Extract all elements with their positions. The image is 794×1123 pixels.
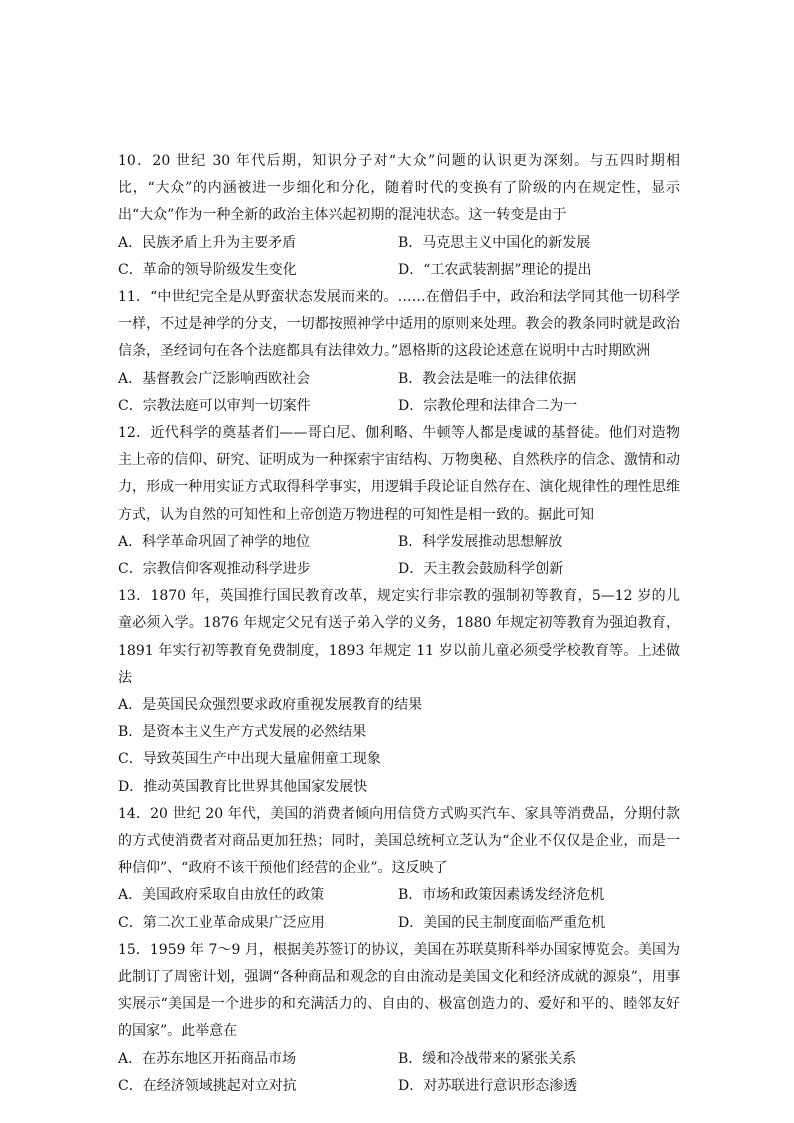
option-b: B．是资本主义生产方式发展的必然结果 <box>118 724 367 741</box>
option-b: B．市场和政策因素诱发经济危机 <box>398 887 605 904</box>
option-d: D．美国的民主制度面临严重危机 <box>398 914 606 931</box>
option-row <box>118 257 680 284</box>
option-a: A．基督教会广泛影响西欧社会 <box>118 370 311 387</box>
option-row <box>118 910 680 937</box>
option-row <box>118 692 680 719</box>
option-row <box>118 393 680 420</box>
answer-options <box>118 230 680 284</box>
answer-options <box>118 692 680 801</box>
option-b: B．马克思主义中国化的新发展 <box>398 234 591 251</box>
question-stem: 15．1959 年 7～9 月，根据美苏签订的协议，美国在苏联莫斯科举办国家博览会。美国为此制订了周密计划，强调“各种商品和观念的自由流动是美国文化和经济成就的源泉”，用事实展示“美国是一个进步的和充满活力的、自由的、极富创造力的、爱好和平的、睦邻友好的国家”。此举意在 <box>118 941 680 1040</box>
option-row <box>118 1073 680 1100</box>
option-c: C．在经济领域挑起对立对抗 <box>118 1077 297 1094</box>
option-b: B．教会法是唯一的法律依据 <box>398 370 577 387</box>
option-a: A．民族矛盾上升为主要矛盾 <box>118 234 297 251</box>
option-d: D．“工农武装割据”理论的提出 <box>398 261 592 278</box>
answer-options <box>118 366 680 420</box>
option-row <box>118 230 680 257</box>
option-a: A．是英国民众强烈要求政府重视发展教育的结果 <box>118 696 423 713</box>
option-d: D．天主教会鼓励科学创新 <box>398 560 564 577</box>
option-a: A．美国政府采取自由放任的政策 <box>118 887 325 904</box>
option-c: C．革命的领导阶级发生变化 <box>118 261 297 278</box>
option-row <box>118 882 680 909</box>
option-row <box>118 556 680 583</box>
option-row <box>118 719 680 746</box>
question-stem: 10．20 世纪 30 年代后期，知识分子对“大众”问题的认识更为深刻。与五四时期相比，“大众”的内涵被进一步细化和分化，随着时代的变换有了阶级的内在规定性，显示出“大众”作为一种全新的政治主体兴起初期的混沌状态。这一转变是由于 <box>118 153 680 224</box>
option-row <box>118 774 680 801</box>
option-row <box>118 746 680 773</box>
question-11 <box>118 284 680 420</box>
option-b: B．缓和冷战带来的紧张关系 <box>398 1050 577 1067</box>
question-10 <box>118 148 680 284</box>
question-13 <box>118 583 680 801</box>
option-c: C．宗教信仰客观推动科学进步 <box>118 560 311 577</box>
option-a: A．科学革命巩固了神学的地位 <box>118 533 311 550</box>
option-d: D．宗教伦理和法律合二为一 <box>398 397 578 414</box>
question-14 <box>118 801 680 937</box>
option-d: D．推动英国教育比世界其他国家发展快 <box>118 778 368 795</box>
question-15 <box>118 937 680 1100</box>
option-c: C．宗教法庭可以审判一切案件 <box>118 397 311 414</box>
answer-options <box>118 1046 680 1100</box>
option-row <box>118 529 680 556</box>
answer-options <box>118 529 680 583</box>
question-stem: 13．1870 年，英国推行国民教育改革，规定实行非宗教的强制初等教育，5—12 岁的儿童必须入学。1876 年规定父兄有送子弟入学的义务，1880 年规定初等教育为强迫教育，1891 年实行初等教育免费制度，1893 年规定 11 岁以前儿童必须受学校教育等。上述做法 <box>118 588 680 686</box>
answer-options <box>118 882 680 936</box>
option-a: A．在苏东地区开拓商品市场 <box>118 1050 297 1067</box>
option-row <box>118 366 680 393</box>
question-12 <box>118 420 680 583</box>
question-stem: 11．“中世纪完全是从野蛮状态发展而来的。……在僧侣手中，政治和法学同其他一切科学一样，不过是神学的分支，一切都按照神学中适用的原则来处理。教会的教条同时就是政治信条，圣经词句在各个法庭都具有法律效力。”恩格斯的这段论述意在说明中古时期欧洲 <box>118 288 680 360</box>
option-b: B．科学发展推动思想解放 <box>398 533 563 550</box>
option-c: C．第二次工业革命成果广泛应用 <box>118 914 325 931</box>
question-stem: 12．近代科学的奠基者们——哥白尼、伽利略、牛顿等人都是虔诚的基督徒。他们对造物主上帝的信仰、研究、证明成为一种探索宇宙结构、万物奥秘、自然秩序的信念、激情和动力，形成一种用实证方式取得科学事实，用逻辑手段论证自然存在、演化规律性的理性思维方式，认为自然的可知性和上帝创造万物进程的可知性是相一致的。据此可知 <box>118 424 680 523</box>
option-c: C．导致英国生产中出现大量雇佣童工现象 <box>118 751 381 768</box>
option-d: D．对苏联进行意识形态渗透 <box>398 1077 578 1094</box>
question-stem: 14．20 世纪 20 年代，美国的消费者倾向用信贷方式购买汽车、家具等消费品，分期付款的方式使消费者对商品更加狂热；同时，美国总统柯立芝认为“企业不仅仅是企业，而是一种信仰”、“政府不该干预他们经营的企业”。这反映了 <box>118 805 680 877</box>
question-list <box>118 148 680 1100</box>
option-row <box>118 1046 680 1073</box>
